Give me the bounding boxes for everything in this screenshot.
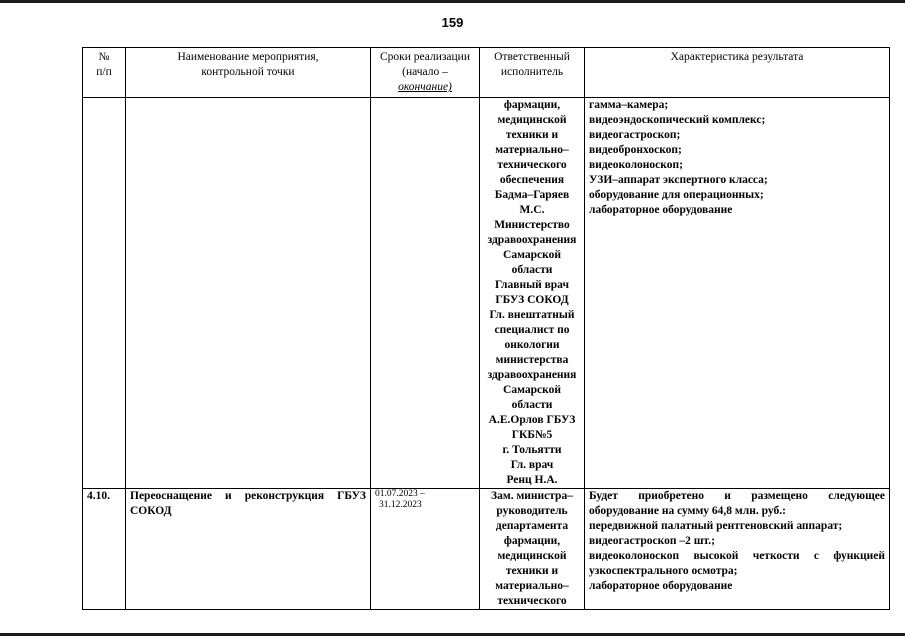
table-row — [83, 98, 890, 489]
header-result: Характеристика результата — [585, 48, 890, 98]
row-responsible-cell: фармации, медицинской техники и материально– технического обеспечения Бадма–Гаряев М.С. Министерство здравоохранения Самарской области Главный врач ГБУЗ СОКОД Гл. внештатный специалист по онкологии министерства здравоохранения Самарской области А.Е.Орлов ГБУЗ ГКБ№5 г. Тольятти Гл. врач Ренц Н.А. — [480, 98, 585, 489]
row-dates-cell — [371, 98, 480, 489]
document-table — [82, 47, 890, 610]
header-dates: Сроки реализации (начало – окончание) — [371, 48, 480, 98]
top-border-rule — [0, 0, 905, 3]
header-number: № п/п — [83, 48, 126, 98]
table-header-row — [83, 48, 890, 98]
header-responsible: Ответственный исполнитель — [480, 48, 585, 98]
row-name-cell: Переоснащение и реконструкция ГБУЗ СОКОД — [126, 489, 371, 610]
row-number-cell: 4.10. — [83, 489, 126, 610]
row-responsible-cell: Зам. министра– руководитель департамента фармации, медицинской техники и материально– технического — [480, 489, 585, 610]
row-number-cell — [83, 98, 126, 489]
row-result-cell: гамма–камера; видеоэндоскопический комплекс; видеогастроскоп; видеобронхоскоп; видеоколоноскоп; УЗИ–аппарат экспертного класса; оборудование для операционных; лабораторное оборудование — [585, 98, 890, 489]
page-number: 159 — [441, 15, 464, 30]
header-activity-name: Наименование мероприятия, контрольной точки — [126, 48, 371, 98]
table-row — [83, 489, 890, 610]
row-name-cell — [126, 98, 371, 489]
bottom-border-rule — [0, 633, 905, 636]
row-dates-cell: 01.07.2023 – 31.12.2023 — [371, 489, 480, 610]
row-result-cell: Будет приобретено и размещено следующее оборудование на сумму 64,8 млн. руб.: передвижной палатный рентгеновский аппарат; видеогастроскоп –2 шт.; видеоколоноскоп высокой четкости с функцией узкоспектрального осмотра; лабораторное оборудование — [585, 489, 890, 610]
